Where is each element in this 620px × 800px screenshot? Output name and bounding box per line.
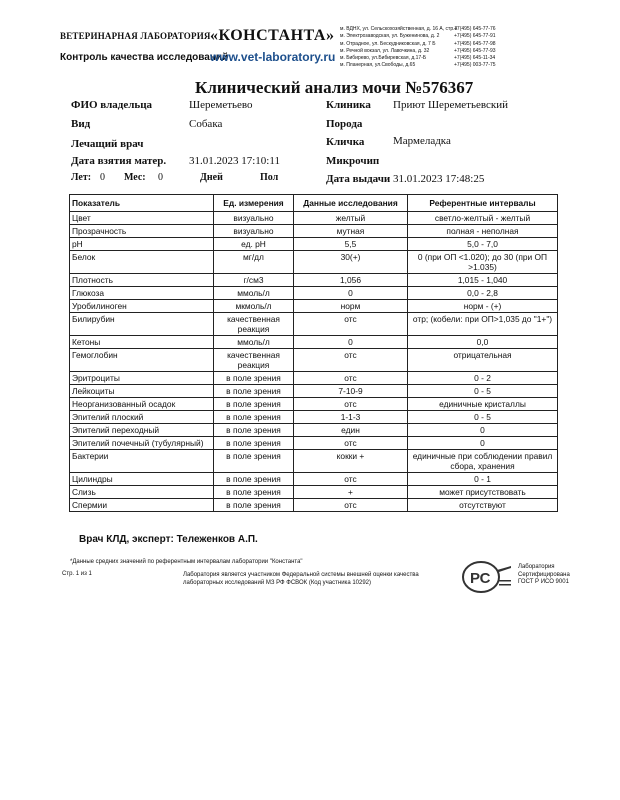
table-row [70, 349, 558, 372]
table-row [70, 385, 558, 398]
years-label: Лет: [71, 172, 92, 183]
certification-logo-icon [461, 560, 513, 594]
indicator-cell: Цилиндры [70, 473, 214, 486]
table-row [70, 225, 558, 238]
result-cell: 5,5 [294, 238, 408, 251]
indicator-cell: Плотность [70, 274, 214, 287]
indicator-cell: Эритроциты [70, 372, 214, 385]
indicator-cell: Кетоны [70, 336, 214, 349]
indicator-cell: Эпителий переходный [70, 424, 214, 437]
reference-cell: 0 [408, 437, 558, 450]
unit-cell: качественная реакция [214, 313, 294, 336]
table-row [70, 411, 558, 424]
table-row [70, 300, 558, 313]
reference-cell: полная - неполная [408, 225, 558, 238]
lab-type-label: ВЕТЕРИНАРНАЯ ЛАБОРАТОРИЯ [60, 31, 211, 41]
indicator-cell: Спермии [70, 499, 214, 512]
reference-cell: норм - (+) [408, 300, 558, 313]
sample-date-label: Дата взятия матер. [71, 155, 167, 167]
unit-cell: в поле зрения [214, 411, 294, 424]
fsvok-note: Лаборатория является участником Федеральной системы внешней оценки качества лабораторных исследований МЗ РФ ФСВОК (Код участника 10292) [183, 572, 419, 586]
result-cell: мутная [294, 225, 408, 238]
chip-label: Микрочип [326, 155, 380, 167]
table-row [70, 486, 558, 499]
reference-cell: 0 - 1 [408, 473, 558, 486]
unit-cell: мг/дл [214, 251, 294, 274]
indicator-cell: Билирубин [70, 313, 214, 336]
reference-cell: отр; (кобели: при ОП>1,035 до "1+") [408, 313, 558, 336]
species-label: Вид [71, 118, 91, 130]
sample-date-value: 31.01.2023 17:10:11 [189, 155, 280, 167]
table-header-row [70, 195, 558, 212]
result-cell: норм [294, 300, 408, 313]
indicator-cell: Прозрачность [70, 225, 214, 238]
column-header: Показатель [70, 195, 214, 212]
unit-cell: в поле зрения [214, 486, 294, 499]
unit-cell: в поле зрения [214, 473, 294, 486]
unit-cell: ммоль/л [214, 287, 294, 300]
address-line: м. Отрадное, ул. Бескудниковская, д. 7 Б [340, 40, 436, 47]
indicator-cell: Глюкоза [70, 287, 214, 300]
table-row [70, 212, 558, 225]
reference-cell: 0 (при ОП <1.020); до 30 (при ОП >1.035) [408, 251, 558, 274]
results-table-body [70, 212, 558, 512]
indicator-cell: Бактерии [70, 450, 214, 473]
unit-cell: в поле зрения [214, 372, 294, 385]
unit-cell: в поле зрения [214, 437, 294, 450]
phone-line: +7(495) 003-77-75 [454, 62, 496, 69]
indicator-cell: Лейкоциты [70, 385, 214, 398]
document-title: Клинический анализ мочи №576367 [195, 78, 474, 97]
unit-cell: мкмоль/л [214, 300, 294, 313]
breed-label: Порода [326, 118, 363, 130]
years-value: 0 [100, 172, 105, 183]
reference-cell: 0 [408, 424, 558, 437]
unit-cell: качественная реакция [214, 349, 294, 372]
reference-cell: отрицательная [408, 349, 558, 372]
table-row [70, 287, 558, 300]
result-cell: 1,056 [294, 274, 408, 287]
pet-name-label: Кличка [326, 136, 365, 148]
unit-cell: ммоль/л [214, 336, 294, 349]
result-cell: отс [294, 473, 408, 486]
unit-cell: ед. рН [214, 238, 294, 251]
certification-note: Лаборатория Сертифицирована ГОСТ Р ИСО 9001 [518, 564, 570, 585]
column-header: Данные исследования [294, 195, 408, 212]
unit-cell: визуально [214, 225, 294, 238]
lab-subtitle: Контроль качества исследований [60, 52, 229, 63]
table-row [70, 424, 558, 437]
table-row [70, 313, 558, 336]
indicator-cell: Уробилиноген [70, 300, 214, 313]
reference-cell: отсутствуют [408, 499, 558, 512]
lab-name: «КОНСТАНТА» [210, 27, 335, 44]
result-cell: отс [294, 349, 408, 372]
phone-line: +7(495) 645-77-91 [454, 33, 496, 40]
doctor-label: Лечащий врач [71, 138, 144, 150]
column-header: Референтные интервалы [408, 195, 558, 212]
unit-cell: в поле зрения [214, 424, 294, 437]
table-row [70, 450, 558, 473]
reference-cell: 0 - 5 [408, 411, 558, 424]
expert-signature: Врач КЛД, эксперт: Тележенков А.П. [79, 534, 258, 545]
table-row [70, 336, 558, 349]
issue-date-label: Дата выдачи [326, 173, 391, 185]
address-line: м. Бибирево, ул.Бибиревская, д.17-Б [340, 55, 427, 62]
species-value: Собака [189, 118, 223, 130]
owner-label: ФИО владельца [71, 99, 153, 111]
result-cell: отс [294, 499, 408, 512]
pet-name-value: Мармеладка [393, 135, 451, 147]
indicator-cell: Белок [70, 251, 214, 274]
address-line: м. ВДНХ, ул. Сельскохозяйственная, д. 16 А, стр.3 [340, 26, 458, 32]
result-cell: + [294, 486, 408, 499]
reference-cell: 0 - 2 [408, 372, 558, 385]
table-row [70, 372, 558, 385]
table-row [70, 274, 558, 287]
reference-cell: может присутствовать [408, 486, 558, 499]
column-header: Ед. измерения [214, 195, 294, 212]
unit-cell: в поле зрения [214, 385, 294, 398]
table-row [70, 398, 558, 411]
reference-cell: единичные при соблюдении правил сбора, хранения [408, 450, 558, 473]
result-cell: 1-1-3 [294, 411, 408, 424]
indicator-cell: Эпителий плоский [70, 411, 214, 424]
table-row [70, 238, 558, 251]
result-cell: отс [294, 398, 408, 411]
issue-date-value: 31.01.2023 17:48:25 [393, 173, 485, 185]
owner-value: Шереметьево [189, 99, 253, 111]
result-cell: отс [294, 313, 408, 336]
unit-cell: в поле зрения [214, 499, 294, 512]
results-table [69, 194, 558, 512]
phone-line: +7(495) 645-77-98 [454, 40, 496, 47]
indicator-cell: Гемоглобин [70, 349, 214, 372]
indicator-cell: Слизь [70, 486, 214, 499]
indicator-cell: Эпителий почечный (тубулярный) [70, 437, 214, 450]
phone-line: +7(495) 645-77-76 [454, 26, 496, 32]
unit-cell: в поле зрения [214, 398, 294, 411]
clinic-value: Приют Шереметьевский [393, 99, 509, 111]
months-label: Мес: [124, 172, 146, 183]
clinic-label: Клиника [326, 99, 371, 111]
address-line: м. Речной вокзал, ул. Лавочкина, д. 32 [340, 47, 430, 54]
result-cell: отс [294, 372, 408, 385]
unit-cell: г/см3 [214, 274, 294, 287]
indicator-cell: pH [70, 238, 214, 251]
result-cell: 0 [294, 336, 408, 349]
footnote: *Данные средних значений по референтным интервалам лаборатории "Константа" [70, 559, 303, 565]
lab-website-link[interactable]: www.vet-laboratory.ru [210, 50, 336, 64]
unit-cell: в поле зрения [214, 450, 294, 473]
sex-label: Пол [260, 172, 279, 183]
reference-cell: 5,0 - 7,0 [408, 238, 558, 251]
table-row [70, 473, 558, 486]
table-row [70, 251, 558, 274]
result-cell: кокки + [294, 450, 408, 473]
days-label: Дней [200, 172, 223, 183]
reference-cell: 0 - 5 [408, 385, 558, 398]
phone-line: +7(495) 645-11-34 [454, 55, 496, 62]
page-number: Стр. 1 из 1 [62, 571, 92, 577]
result-cell: 7-10-9 [294, 385, 408, 398]
reference-cell: 0,0 - 2,8 [408, 287, 558, 300]
unit-cell: визуально [214, 212, 294, 225]
result-cell: 30(+) [294, 251, 408, 274]
reference-cell: единичные кристаллы [408, 398, 558, 411]
svg-text:РС: РС [470, 570, 491, 587]
reference-cell: 1,015 - 1,040 [408, 274, 558, 287]
address-line: м. Планерная, ул.Свободы, д.65 [340, 62, 416, 69]
table-row [70, 499, 558, 512]
reference-cell: 0,0 [408, 336, 558, 349]
result-cell: желтый [294, 212, 408, 225]
result-cell: един [294, 424, 408, 437]
address-line: м. Электрозаводская, ул. Буженинова, д. 2 [340, 33, 440, 40]
indicator-cell: Цвет [70, 212, 214, 225]
table-row [70, 437, 558, 450]
reference-cell: светло-желтый - желтый [408, 212, 558, 225]
result-cell: 0 [294, 287, 408, 300]
indicator-cell: Неорганизованный осадок [70, 398, 214, 411]
phone-line: +7(495) 645-77-93 [454, 47, 496, 54]
result-cell: отс [294, 437, 408, 450]
months-value: 0 [158, 172, 163, 183]
lab-phones [454, 26, 514, 70]
